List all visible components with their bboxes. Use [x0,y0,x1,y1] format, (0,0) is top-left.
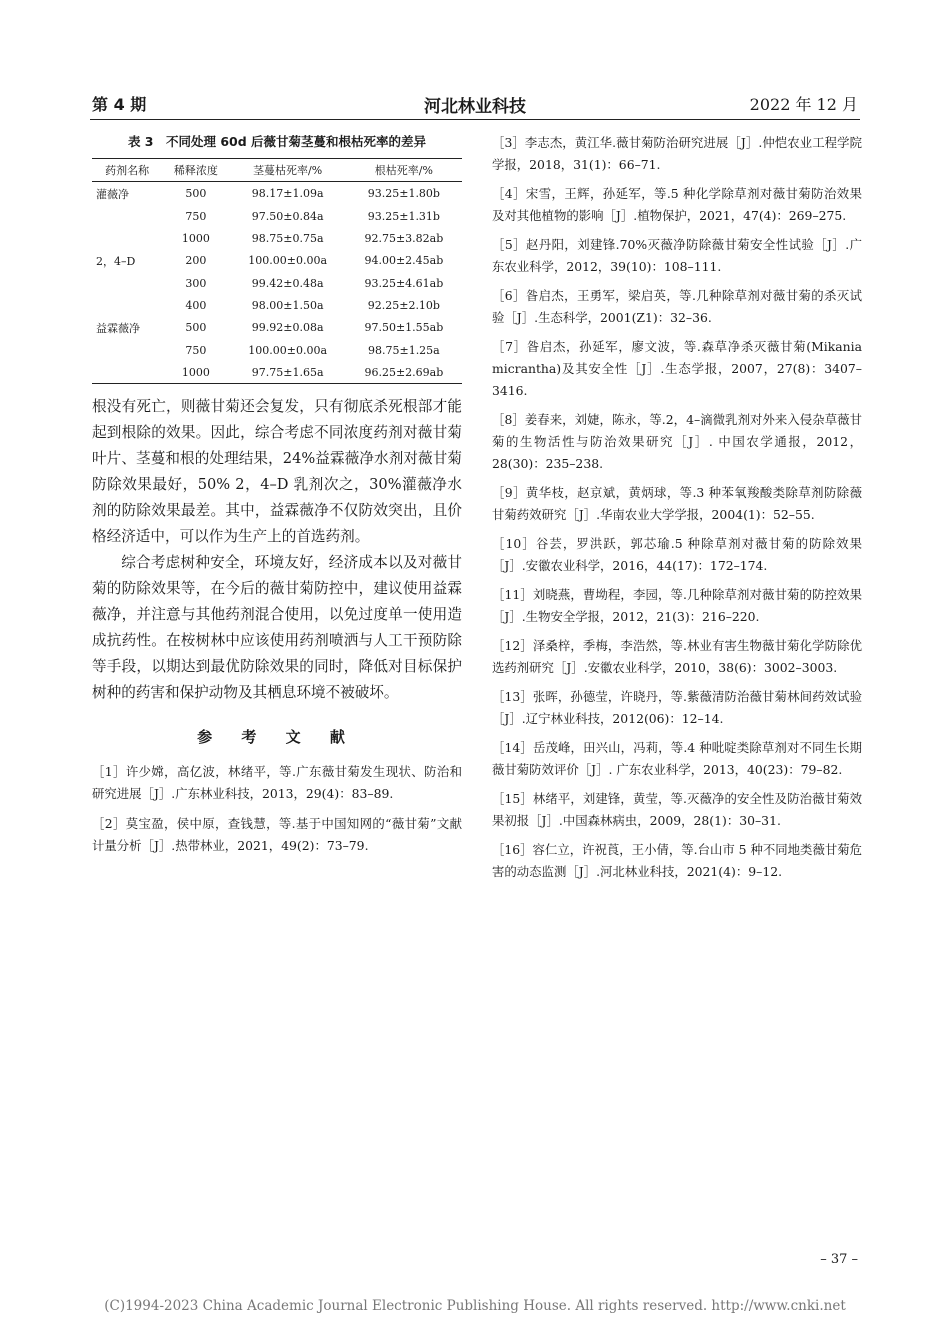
table-cell: 99.42±0.48a [251,276,324,290]
references-left [92,761,462,857]
table-cell: 益霖薇净 [96,321,140,335]
table-cell: 94.00±2.45ab [364,254,444,267]
paragraph: 根没有死亡，则薇甘菊还会复发，只有彻底杀死根部才能起到根除的效果。因此，综合考虑不同浓度药剂对薇甘菊叶片、茎蔓和根的处理结果，24%益霖薇净水剂对薇甘菊防除效果最好，50% 2，4–D 乳剂次之，30%灌薇净水剂的防除效果最差。其中，益霖薇净不仅防效突出，且价格经济适中，可以作为生产上的首选药剂。 [92,398,462,545]
table-cell: 300 [185,276,207,290]
reference-item: ［6］昝启杰，王勇军，梁启英，等.几种除草剂对薇甘菊的杀灭试验［J］.生态科学，2001(Z1)：32–36. [492,288,862,325]
table-cell [92,361,162,384]
table-cell: 1000 [181,365,210,379]
reference-item: ［5］赵丹阳，刘建锋.70%灭薇净防除薇甘菊安全性试验［J］.广东农业科学，2012，39(10)：108–111. [492,237,862,274]
table-cell: 98.75±0.75a [251,231,324,245]
table-header-cell: 茎蔓枯死率/% [253,164,323,177]
table-cell: 96.25±2.69ab [364,365,444,379]
table-cell: 1000 [181,231,210,245]
table-cell: 93.25±4.61ab [364,276,444,290]
table-cell: 100.00±0.00a [248,343,328,357]
reference-item: ［13］张晖，孙德莹，许晓丹，等.紫薇清防治薇甘菊林间药效试验［J］.辽宁林业科技，2012(06)：12–14. [492,689,862,726]
table-caption: 表 3 不同处理 60d 后薇甘菊茎蔓和根枯死率的差异 [127,134,427,149]
table-cell: 93.25±1.80b [367,187,440,200]
table-cell [92,227,162,249]
table-header-cell: 稀释浓度 [173,164,218,177]
table-row [92,249,462,272]
reference-item: ［4］宋雪，王辉，孙延军，等.5 种化学除草剂对薇甘菊防治效果及对其他植物的影响［J］.植物保护，2021，47(4)：269–275. [492,186,862,223]
reference-item: ［7］昝启杰，孙延军，廖文波，等.森草净杀灭薇甘菊(Mikania micrantha)及其安全性［J］.生态学报，2007，27(8)：3407–3416. [492,339,862,398]
publication-date: 2022 年 12 月 [749,95,858,114]
table-cell: 97.50±1.55ab [364,321,444,334]
table-cell: 93.25±1.31b [367,209,440,223]
table-cell: 500 [185,321,207,334]
reference-item: ［12］泽桑梓，季梅，李浩然，等.林业有害生物薇甘菊化学防除优选药剂研究［J］.安徽农业科学，2010，38(6)：3002–3003. [492,638,862,675]
table-row [92,205,462,227]
results-table [92,158,462,384]
reference-item: ［8］姜春来，刘婕，陈永，等.2，4–滴微乳剂对外来入侵杂草薇甘菊的生物活性与防治效果研究［J］. 中国农学通报，2012，28(30)：235–238. [492,412,862,471]
table-cell: 98.17±1.09a [251,187,324,200]
right-column [492,132,862,890]
table-row [92,339,462,361]
table-cell: 99.92±0.08a [251,321,324,334]
table-cell [92,339,162,361]
table-cell: 750 [185,209,207,223]
references-title: 参 考 文 献 [197,728,357,746]
paragraph: 综合考虑树种安全，环境友好，经济成本以及对薇甘菊的防除效果等，在今后的薇甘菊防控中，建议使用益霖薇净，并注意与其他药剂混合使用，以免过度单一使用造成抗药性。在桉树林中应该使用药剂喷洒与人工干预防除等手段，以期达到最优防除效果的同时，降低对目标保护树种的药害和保护动物及其栖息环境不被破坏。 [92,554,462,701]
reference-item: ［16］容仁立，许祝莨，王小倩，等.台山市 5 种不同地类薇甘菊危害的动态监测［J］.河北林业科技，2021(4)：9–12. [492,842,863,879]
table-header-cell: 药剂名称 [105,164,150,177]
table-cell: 98.00±1.50a [251,298,324,312]
journal-title: 河北林业科技 [424,97,526,117]
body-text [92,394,462,706]
table-cell: 97.75±1.65a [251,365,324,379]
table-cell: 200 [185,254,207,267]
table-row [92,182,462,206]
table-row [92,294,462,316]
table-cell: 98.75±1.25a [367,343,440,357]
table-header-row [92,159,462,182]
table-cell [92,272,162,294]
table-cell: 灌薇净 [96,187,129,201]
table-row [92,316,462,339]
table-cell: 97.50±0.84a [251,209,324,223]
table-cell: 500 [185,187,207,200]
table-row [92,227,462,249]
table-cell: 400 [185,298,207,312]
reference-item: ［14］岳茂峰，田兴山，冯莉，等.4 种吡啶类除草剂对不同生长期薇甘菊防效评价［J］. 广东农业科学，2013，40(23)：79–82. [492,740,862,777]
copyright-footer: (C)1994-2023 China Academic Journal Electronic Publishing House. All rights reserved. http://www.cnki.net [104,1298,846,1314]
table-header-cell: 根枯死率/% [374,164,433,177]
table-cell: 750 [185,343,207,357]
reference-item: ［2］莫宝盈，侯中原，查钱慧，等.基于中国知网的“薇甘菊”文献计量分析［J］.热带林业，2021，49(2)：73–79. [92,816,462,853]
left-column [92,132,462,865]
header-rule [90,119,860,120]
reference-item: ［3］李志杰，黄江华.薇甘菊防治研究进展［J］.仲恺农业工程学院学报，2018，31(1)：66–71. [492,135,862,172]
table-row [92,272,462,294]
table-cell: 2，4–D [96,254,136,268]
reference-item: ［11］刘晓燕，曹坳程，李园，等.几种除草剂对薇甘菊的防控效果［J］.生物安全学报，2012，21(3)：216–220. [492,587,862,624]
reference-item: ［15］林绪平，刘建锋，黄莹，等.灭薇净的安全性及防治薇甘菊效果初报［J］.中国森林病虫，2009，28(1)：30–31. [492,791,862,828]
table-row [92,361,462,384]
table-cell: 92.25±2.10b [367,298,440,312]
page-number: – 37 – [820,1252,858,1267]
reference-item: ［10］谷芸，罗洪跃，郭芯瑜.5 种除草剂对薇甘菊的防除效果［J］.安徽农业科学，2016，44(17)：172–174. [492,536,862,573]
issue-label: 第 4 期 [92,95,147,114]
table-cell [92,294,162,316]
table-cell: 100.00±0.00a [248,254,328,267]
reference-item: ［9］黄华枝，赵京斌，黄炳球，等.3 种苯氧羧酸类除草剂防除薇甘菊药效研究［J］.华南农业大学学报，2004(1)：52–55. [492,485,862,522]
table-cell [92,205,162,227]
reference-item: ［1］许少嫦，高亿波，林绪平，等.广东薇甘菊发生现状、防治和研究进展［J］.广东林业科技，2013，29(4)：83–89. [92,764,462,801]
table-cell: 92.75±3.82ab [364,231,444,245]
